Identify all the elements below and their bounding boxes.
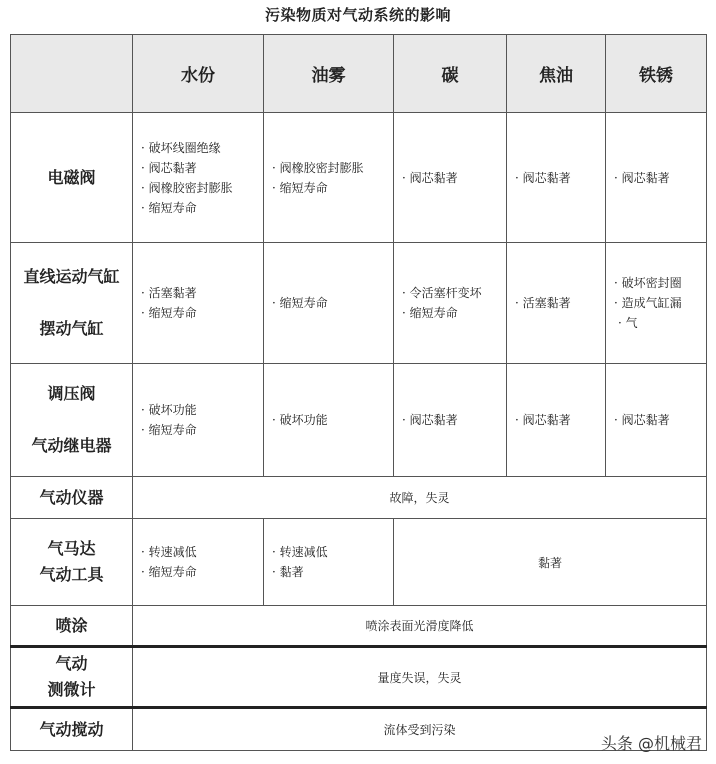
column-header-water: 水份 [133,35,264,113]
table-row [11,113,707,243]
table-cell: · 破坏功能 · 缩短寿命 [133,364,264,477]
column-header-tar: 焦油 [507,35,606,113]
table-cell: · 令活塞杆变坏 · 缩短寿命 [394,243,507,364]
table-cell: · 破坏密封圈 · 造成气缸漏 · 气 [606,243,707,364]
header-row [11,35,707,113]
row-header: 气动搅动 [11,708,133,751]
row-header: 气动仪器 [11,477,133,519]
table-cell: · 转速减低 · 缩短寿命 [133,519,264,606]
merged-cell: 量度失误，失灵 [133,647,707,708]
table-cell: · 阀芯黏著 [394,364,507,477]
table-row [11,364,707,477]
row-header: 气马达 气动工具 [11,519,133,606]
row-header: 直线运动气缸 摆动气缸 [11,243,133,364]
table-cell: · 阀芯黏著 [394,113,507,243]
table-cell: · 缩短寿命 [264,243,394,364]
table-cell: · 阀芯黏著 [606,364,707,477]
table-cell: · 阀芯黏著 [507,113,606,243]
table-title: 污染物质对气动系统的影响 [264,6,451,24]
row-header: 喷涂 [11,606,133,647]
watermark: 头条 @机械君 [600,734,702,753]
table-cell: · 破坏线圈绝缘 · 阀芯黏著 · 阀橡胶密封膨胀 · 缩短寿命 [133,113,264,243]
table-row [11,243,707,364]
column-header-rust: 铁锈 [606,35,707,113]
table-row [11,477,707,519]
corner-cell [11,35,133,113]
table-cell: · 活塞黏著 · 缩短寿命 [133,243,264,364]
contaminant-effects-table [10,34,707,751]
row-header: 气动 测微计 [11,647,133,708]
table-cell: · 转速减低 · 黏著 [264,519,394,606]
table-cell: · 阀橡胶密封膨胀 · 缩短寿命 [264,113,394,243]
row-header: 电磁阀 [11,113,133,243]
table-cell: · 活塞黏著 [507,243,606,364]
merged-cell: 喷涂表面光滑度降低 [133,606,707,647]
table-cell: · 破坏功能 [264,364,394,477]
merged-cell: 故障，失灵 [133,477,707,519]
column-header-carbon: 碳 [394,35,507,113]
merged-cell: 流体受到污染 [133,708,707,751]
table-cell: · 阀芯黏著 [507,364,606,477]
table-row [11,647,707,708]
table-cell: · 阀芯黏著 [606,113,707,243]
column-header-oil-mist: 油雾 [264,35,394,113]
row-header: 调压阀 气动继电器 [11,364,133,477]
table-row [11,606,707,647]
merged-cell: 黏著 [394,519,707,606]
table-row [11,519,707,606]
